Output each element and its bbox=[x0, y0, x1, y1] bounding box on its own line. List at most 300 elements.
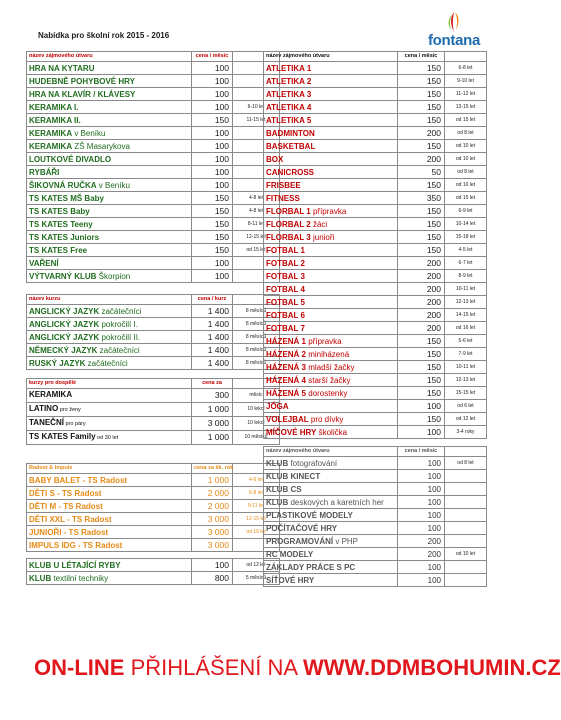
course-name-main: LOUTKOVÉ DIVADLO bbox=[29, 154, 112, 164]
course-name-main: ATLETIKA 4 bbox=[266, 102, 312, 112]
table-radost-impuls bbox=[26, 463, 280, 552]
course-name-main: SÍŤOVÉ HRY bbox=[266, 575, 315, 585]
table-row bbox=[27, 474, 280, 487]
course-name bbox=[264, 413, 398, 426]
course-note: 10-14 let bbox=[445, 218, 487, 231]
course-name-main: ZÁKLADY PRÁCE S PC bbox=[266, 562, 356, 572]
course-name bbox=[264, 335, 398, 348]
course-name-main: POČÍTAČOVÉ HRY bbox=[266, 523, 338, 533]
table-row bbox=[264, 114, 487, 127]
course-price: 800 bbox=[192, 572, 233, 585]
course-note: 4-8 let bbox=[233, 192, 280, 205]
course-price: 1 000 bbox=[192, 474, 233, 487]
course-name-main: FLORBAL 2 bbox=[266, 219, 311, 229]
table-row bbox=[27, 431, 280, 445]
table-row bbox=[264, 361, 487, 374]
course-note: 15-18 let bbox=[445, 231, 487, 244]
course-name-main: FOTBAL 2 bbox=[266, 258, 305, 268]
course-name bbox=[27, 270, 192, 283]
course-price: 100 bbox=[398, 470, 445, 483]
course-name-main: ATLETIKA 2 bbox=[266, 76, 312, 86]
course-name-main: HÁZENÁ 3 bbox=[266, 362, 307, 372]
course-price: 150 bbox=[398, 75, 445, 88]
table-row bbox=[27, 62, 280, 75]
course-name bbox=[27, 140, 192, 153]
online-registration-banner[interactable] bbox=[34, 655, 561, 681]
table-row bbox=[27, 179, 280, 192]
course-price: 100 bbox=[192, 559, 233, 572]
course-note: od 12 let bbox=[445, 413, 487, 426]
table-row bbox=[264, 483, 487, 496]
table-row bbox=[264, 166, 487, 179]
course-note: 12-13 let bbox=[445, 374, 487, 387]
course-note bbox=[445, 522, 487, 535]
course-price: 350 bbox=[398, 192, 445, 205]
course-name-main: HÁZENÁ 2 bbox=[266, 349, 307, 359]
table-zajmove-utvary-left bbox=[26, 51, 280, 283]
course-name-main: KLUB CS bbox=[266, 484, 302, 494]
course-note: 7-9 let bbox=[445, 348, 487, 361]
course-note bbox=[445, 561, 487, 574]
course-name-main: FOTBAL 6 bbox=[266, 310, 305, 320]
course-price: 100 bbox=[192, 270, 233, 283]
course-name-detail: pokročilí II. bbox=[99, 332, 141, 342]
table-row bbox=[27, 389, 280, 403]
course-name bbox=[27, 487, 192, 500]
course-note bbox=[445, 535, 487, 548]
course-name bbox=[264, 62, 398, 75]
course-note: od 10 let bbox=[445, 179, 487, 192]
course-name-main: BADMINTON bbox=[266, 128, 315, 138]
course-price: 1 000 bbox=[192, 431, 233, 445]
footer-text: PŘIHLÁŠENÍ NA bbox=[124, 655, 303, 680]
course-name-main: TS KATES Free bbox=[29, 245, 88, 255]
course-name bbox=[264, 387, 398, 400]
course-note: 8 měsíců bbox=[233, 344, 280, 357]
course-name bbox=[264, 101, 398, 114]
course-name-main: RYBÁŘI bbox=[29, 167, 60, 177]
course-name-detail: přípravka bbox=[306, 336, 342, 346]
course-name-main: MÍČOVÉ HRY bbox=[266, 427, 317, 437]
table-row bbox=[27, 244, 280, 257]
course-name bbox=[27, 88, 192, 101]
course-name bbox=[27, 331, 192, 344]
course-name-detail: textilní techniky bbox=[51, 573, 109, 583]
course-name bbox=[27, 75, 192, 88]
table-row bbox=[264, 413, 487, 426]
course-name-main: FITNESS bbox=[266, 193, 300, 203]
course-price: 150 bbox=[398, 101, 445, 114]
course-name-main: ANGLICKÝ JAZYK bbox=[29, 332, 100, 342]
course-name-detail: starší žačky bbox=[306, 375, 351, 385]
course-note: 11-12 let bbox=[445, 88, 487, 101]
course-name-main: FLORBAL 1 bbox=[266, 206, 311, 216]
course-name-detail: junioři bbox=[310, 232, 335, 242]
course-name-main: BASKETBAL bbox=[266, 141, 316, 151]
course-price: 200 bbox=[398, 322, 445, 335]
course-name-detail: v PHP bbox=[333, 536, 359, 546]
course-name-main: FOTBAL 5 bbox=[266, 297, 305, 307]
table-row bbox=[264, 522, 487, 535]
course-name-main: HRA NA KLAVÍR / KLÁVESY bbox=[29, 89, 136, 99]
table-row bbox=[264, 426, 487, 439]
course-name-main: KLUB bbox=[29, 573, 52, 583]
course-name-detail: ZŠ Masarykova bbox=[72, 141, 130, 151]
course-price: 150 bbox=[398, 140, 445, 153]
course-name bbox=[27, 192, 192, 205]
table-row bbox=[27, 539, 280, 552]
course-name bbox=[27, 500, 192, 513]
course-name-main: ATLETIKA 5 bbox=[266, 115, 312, 125]
course-name-main: FOTBAL 7 bbox=[266, 323, 305, 333]
course-note: od 10 let bbox=[445, 548, 487, 561]
course-price: 150 bbox=[398, 231, 445, 244]
table-row bbox=[27, 513, 280, 526]
course-name-detail: začátečníci bbox=[97, 345, 140, 355]
course-price: 150 bbox=[398, 413, 445, 426]
course-name bbox=[27, 305, 192, 318]
course-name bbox=[264, 483, 398, 496]
course-price: 150 bbox=[398, 244, 445, 257]
course-name bbox=[264, 548, 398, 561]
table-row bbox=[27, 166, 280, 179]
table-row bbox=[264, 335, 487, 348]
course-price: 200 bbox=[398, 283, 445, 296]
table-row bbox=[264, 218, 487, 231]
table-row bbox=[27, 344, 280, 357]
course-price: 150 bbox=[398, 361, 445, 374]
course-name-detail: deskových a karetních her bbox=[288, 497, 384, 507]
course-note: 12-15 let bbox=[233, 513, 280, 526]
course-note bbox=[445, 574, 487, 587]
course-note: 6-7 let bbox=[445, 257, 487, 270]
course-price: 3 000 bbox=[192, 513, 233, 526]
course-name bbox=[264, 361, 398, 374]
header-name: název zájmového útvaru bbox=[264, 52, 398, 62]
course-name bbox=[264, 374, 398, 387]
course-name bbox=[264, 561, 398, 574]
course-name bbox=[27, 559, 192, 572]
course-note: od 15 let bbox=[445, 114, 487, 127]
table-row bbox=[27, 572, 280, 585]
course-name-main: KERAMIKA bbox=[29, 128, 73, 138]
course-note: 12-15 let bbox=[233, 231, 280, 244]
course-price: 100 bbox=[398, 400, 445, 413]
course-price: 100 bbox=[398, 561, 445, 574]
course-price: 200 bbox=[398, 127, 445, 140]
course-price: 3 000 bbox=[192, 539, 233, 552]
course-name-main: LATINO bbox=[29, 404, 59, 413]
course-name-detail: Škorpion bbox=[96, 271, 131, 281]
course-name bbox=[27, 62, 192, 75]
course-price: 150 bbox=[192, 192, 233, 205]
course-name bbox=[264, 127, 398, 140]
course-name-detail: pokročilí I. bbox=[99, 319, 138, 329]
course-name bbox=[27, 572, 192, 585]
table-row bbox=[27, 487, 280, 500]
table-row bbox=[27, 205, 280, 218]
course-note: 5-6 let bbox=[445, 335, 487, 348]
course-note bbox=[445, 470, 487, 483]
course-price: 100 bbox=[398, 509, 445, 522]
course-name bbox=[27, 389, 192, 403]
table-row bbox=[264, 270, 487, 283]
course-name bbox=[264, 522, 398, 535]
course-name bbox=[264, 140, 398, 153]
course-name-main: BOX bbox=[266, 154, 284, 164]
table-kluby-left bbox=[26, 558, 280, 585]
course-note: 4-6 let bbox=[233, 474, 280, 487]
course-note: 14-15 let bbox=[445, 309, 487, 322]
table-row bbox=[264, 574, 487, 587]
course-name-main: HÁZENÁ 1 bbox=[266, 336, 307, 346]
course-note: od 16 let bbox=[233, 526, 280, 539]
table-row bbox=[264, 101, 487, 114]
table-row bbox=[27, 231, 280, 244]
course-name bbox=[264, 153, 398, 166]
course-name-main: ATLETIKA 3 bbox=[266, 89, 312, 99]
table-row bbox=[264, 140, 487, 153]
course-note: 11-15 let bbox=[233, 114, 280, 127]
course-name-main: TS KATES Teeny bbox=[29, 219, 93, 229]
course-price: 50 bbox=[398, 166, 445, 179]
table-row bbox=[264, 561, 487, 574]
table-header bbox=[27, 379, 280, 389]
course-name-main: FOTBAL 3 bbox=[266, 271, 305, 281]
header-price: cena / měsíc bbox=[398, 447, 445, 457]
table-row bbox=[264, 457, 487, 470]
course-note: od 16 let bbox=[445, 322, 487, 335]
table-row bbox=[264, 62, 487, 75]
table-row bbox=[27, 417, 280, 431]
course-name-main: KLUB U LÉTAJÍCÍ RYBY bbox=[29, 560, 121, 570]
course-price: 150 bbox=[398, 88, 445, 101]
course-name bbox=[264, 257, 398, 270]
course-name bbox=[264, 205, 398, 218]
course-name bbox=[264, 192, 398, 205]
course-name bbox=[27, 513, 192, 526]
course-name-detail: od 30 let bbox=[95, 435, 119, 441]
course-name-main: FOTBAL 1 bbox=[266, 245, 305, 255]
table-row bbox=[27, 403, 280, 417]
header-name: kurzy pro dospělé bbox=[27, 379, 192, 389]
course-name-main: PLASTIKOVÉ MODELY bbox=[266, 510, 353, 520]
course-name-detail: přípravka bbox=[310, 206, 347, 216]
header-price: cena / měsíc bbox=[192, 52, 233, 62]
course-name-main: VÝTVARNÝ KLUB bbox=[29, 271, 97, 281]
course-name-detail: miniházená bbox=[306, 349, 350, 359]
course-price: 200 bbox=[398, 153, 445, 166]
course-name-main: TS KATES Family bbox=[29, 432, 96, 441]
course-note: od 12 let bbox=[233, 559, 280, 572]
table-row bbox=[264, 548, 487, 561]
logo-text: fontana bbox=[427, 32, 481, 49]
course-name bbox=[264, 457, 398, 470]
course-price: 150 bbox=[192, 205, 233, 218]
course-name-main: IMPULS IDG - TS Radost bbox=[29, 540, 123, 550]
course-note bbox=[445, 509, 487, 522]
course-price: 100 bbox=[398, 457, 445, 470]
course-name-main: ŠIKOVNÁ RUČKA bbox=[29, 180, 97, 190]
course-name bbox=[264, 166, 398, 179]
table-row bbox=[264, 192, 487, 205]
table-row bbox=[27, 500, 280, 513]
course-price: 150 bbox=[398, 114, 445, 127]
header-name: Radost & Impuls bbox=[27, 464, 192, 474]
course-name bbox=[264, 348, 398, 361]
table-row bbox=[27, 318, 280, 331]
course-name bbox=[27, 526, 192, 539]
course-name bbox=[264, 296, 398, 309]
course-name-detail: v Beníku bbox=[72, 128, 106, 138]
table-row bbox=[27, 153, 280, 166]
course-price: 3 000 bbox=[192, 417, 233, 431]
course-name bbox=[27, 417, 192, 431]
table-row bbox=[27, 101, 280, 114]
table-row bbox=[264, 205, 487, 218]
course-name-main: KERAMIKA bbox=[29, 390, 73, 399]
course-note: 9-11 let bbox=[233, 500, 280, 513]
course-name bbox=[27, 474, 192, 487]
table-row bbox=[264, 231, 487, 244]
course-price: 150 bbox=[398, 62, 445, 75]
course-name-detail: pro dívky bbox=[308, 414, 344, 424]
course-note: 8 měsíců bbox=[233, 305, 280, 318]
course-price: 300 bbox=[192, 389, 233, 403]
table-header bbox=[264, 52, 487, 62]
table-row bbox=[27, 270, 280, 283]
course-name-main: ATLETIKA 1 bbox=[266, 63, 312, 73]
table-row bbox=[27, 192, 280, 205]
course-note: 3-4 roky bbox=[445, 426, 487, 439]
course-name bbox=[264, 114, 398, 127]
course-price: 200 bbox=[398, 270, 445, 283]
header-price: cena / měsíc bbox=[398, 52, 445, 62]
course-note: 8-9 let bbox=[445, 270, 487, 283]
course-note: 4-8 let bbox=[233, 205, 280, 218]
table-row bbox=[27, 127, 280, 140]
course-name bbox=[264, 231, 398, 244]
course-price: 150 bbox=[398, 335, 445, 348]
course-note: 8 měsíců bbox=[233, 318, 280, 331]
course-note: od 15 let bbox=[233, 244, 280, 257]
table-row bbox=[264, 309, 487, 322]
course-name bbox=[264, 400, 398, 413]
course-name-main: TANEČNÍ bbox=[29, 418, 64, 427]
course-note: od 10 let bbox=[445, 153, 487, 166]
course-name-detail: fotografování bbox=[288, 458, 338, 468]
table-row bbox=[27, 331, 280, 344]
course-name-main: TS KATES Juniors bbox=[29, 232, 100, 242]
course-note: od 8 let bbox=[445, 127, 487, 140]
table-row bbox=[264, 348, 487, 361]
course-name-main: VOLEJBAL bbox=[266, 414, 309, 424]
course-note: 5 měsíců bbox=[233, 572, 280, 585]
footer-online: ON-LINE bbox=[34, 655, 125, 680]
course-note: od 6 let bbox=[445, 400, 487, 413]
course-note: od 8 let bbox=[445, 457, 487, 470]
course-name-main: VAŘENÍ bbox=[29, 258, 59, 268]
course-price: 100 bbox=[398, 496, 445, 509]
course-name-main: HÁZENÁ 4 bbox=[266, 375, 307, 385]
course-note: 10 lekcí bbox=[233, 417, 280, 431]
table-row bbox=[264, 75, 487, 88]
course-name-main: DĚTI M - TS Radost bbox=[29, 501, 103, 511]
course-note: 15-15 let bbox=[445, 387, 487, 400]
table-row bbox=[264, 470, 487, 483]
table-row bbox=[264, 179, 487, 192]
course-name-main: DĚTI S - TS Radost bbox=[29, 488, 102, 498]
course-name-main: KLUB KINECT bbox=[266, 471, 321, 481]
header-name: název zájmového útvaru bbox=[27, 52, 192, 62]
footer-url-link[interactable]: WWW.DDMBOHUMIN.CZ bbox=[302, 655, 561, 680]
course-name-detail: pro ženy bbox=[58, 407, 81, 413]
course-price: 1 400 bbox=[192, 305, 233, 318]
course-name bbox=[27, 357, 192, 370]
course-name-detail: v Beníku bbox=[96, 180, 130, 190]
course-price: 100 bbox=[398, 483, 445, 496]
course-name-main: TS KATES Baby bbox=[29, 206, 90, 216]
course-note: od 15 let bbox=[445, 192, 487, 205]
course-note: od 8 let bbox=[445, 166, 487, 179]
course-name-detail: začátečníci bbox=[99, 306, 142, 316]
course-name bbox=[264, 218, 398, 231]
course-note: 9-10 let bbox=[445, 75, 487, 88]
course-note: 10 lekcí bbox=[233, 403, 280, 417]
table-header bbox=[27, 464, 280, 474]
course-name-main: JUNIOŘI - TS Radost bbox=[29, 527, 109, 537]
course-name-main: FLORBAL 3 bbox=[266, 232, 311, 242]
course-price: 100 bbox=[192, 127, 233, 140]
course-name-main: KLUB bbox=[266, 497, 289, 507]
table-row bbox=[264, 244, 487, 257]
table-sport bbox=[263, 51, 487, 439]
table-header bbox=[27, 295, 280, 305]
course-price: 200 bbox=[398, 548, 445, 561]
course-name bbox=[27, 153, 192, 166]
course-name-main: RC MODELY bbox=[266, 549, 314, 559]
course-note: 6-8 let bbox=[445, 62, 487, 75]
table-row bbox=[264, 257, 487, 270]
course-price: 150 bbox=[398, 374, 445, 387]
course-name bbox=[27, 205, 192, 218]
course-price: 1 000 bbox=[192, 403, 233, 417]
course-name-detail: pro páry bbox=[63, 421, 86, 427]
course-name bbox=[264, 309, 398, 322]
course-name-main: KLUB bbox=[266, 458, 289, 468]
course-note: 8 měsíců bbox=[233, 357, 280, 370]
course-name-detail: školička bbox=[316, 427, 348, 437]
course-name-main: PROGRAMOVÁNÍ bbox=[266, 536, 334, 546]
course-note bbox=[445, 483, 487, 496]
course-price: 100 bbox=[192, 75, 233, 88]
page-title: Nabídka pro školní rok 2015 - 2016 bbox=[38, 31, 170, 40]
course-note: od 10 let bbox=[445, 140, 487, 153]
course-name-main: HUDEBNĚ POHYBOVÉ HRY bbox=[29, 76, 135, 86]
course-name bbox=[27, 431, 192, 445]
table-row bbox=[264, 374, 487, 387]
table-row bbox=[27, 218, 280, 231]
table-row bbox=[264, 127, 487, 140]
course-name bbox=[264, 470, 398, 483]
course-name bbox=[264, 426, 398, 439]
table-row bbox=[27, 257, 280, 270]
course-name-main: ANGLICKÝ JAZYK bbox=[29, 319, 100, 329]
course-name bbox=[264, 574, 398, 587]
course-price: 2 000 bbox=[192, 500, 233, 513]
table-row bbox=[27, 357, 280, 370]
course-name-main: KERAMIKA I. bbox=[29, 102, 79, 112]
